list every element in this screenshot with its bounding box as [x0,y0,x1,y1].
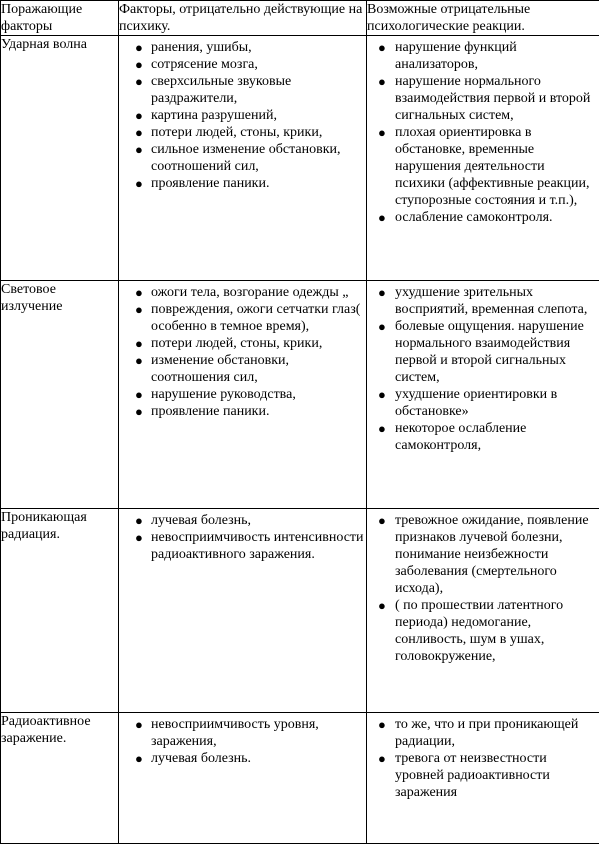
reactions-cell [367,713,599,844]
reactions-list [367,281,599,454]
reactions-list [367,713,599,801]
reactions-cell [367,281,599,509]
list-item: ● сверхсильные звуковые раздражители, [135,74,292,106]
header-reactions: Возможные отрицательные психологические реакции. [367,1,599,36]
bullet-icon: ● [135,74,143,89]
list-item: ● лучевая болезнь, [135,513,252,528]
factor-cell: Радиоактивное заражение. [1,713,119,844]
bullet-icon: ● [135,176,143,191]
list-item: ● ранения, ушибы, [135,40,252,55]
list-item: ● тревога от неизвестности уровней радиоактивности заражения [378,751,550,800]
bullet-icon: ● [135,40,143,55]
table-row [1,281,599,509]
list-item: ● сильное изменение обстановки, соотношений сил, [135,142,341,174]
psyche-list [119,281,366,420]
psyche-cell [119,36,367,281]
bullet-icon: ● [378,210,386,225]
bullet-icon: ● [135,57,143,72]
factor-cell: Проникающая радиация. [1,509,119,713]
list-item: ● невосприимчивость интенсивности радиоактивного заражения. [135,530,364,562]
list-item: ● изменение обстановки, соотношения сил, [135,353,290,385]
list-item: ● картина разрушений, [135,108,277,123]
bullet-icon: ● [135,530,143,545]
bullet-icon: ● [378,74,386,89]
psyche-cell [119,509,367,713]
list-item: ● потери людей, стоны, крики, [135,336,323,351]
bullet-icon: ● [135,513,143,528]
reactions-list [367,509,599,665]
list-item: ● ухудшение зрительных восприятий, временная слепота, [378,285,588,317]
bullet-icon: ● [135,404,143,419]
bullet-icon: ● [378,387,386,402]
reactions-cell [367,36,599,281]
list-item: ● плохая ориентировка в обстановке, временные нарушения деятельности психики (аффективные реакции, ступорозные состояния и т.п.), [378,125,590,208]
bullet-icon: ● [378,513,386,528]
psyche-list [119,713,366,767]
list-item: ● ожоги тела, возгорание одежды „ [135,285,349,300]
factor-cell: Ударная волна [1,36,119,281]
psyche-cell [119,281,367,509]
list-item: ● нарушение руководства, [135,387,296,402]
bullet-icon: ● [135,285,143,300]
psyche-list [119,509,366,563]
bullet-icon: ● [378,421,386,436]
reactions-cell [367,509,599,713]
psyche-list [119,36,366,192]
list-item: ● нарушение функций анализаторов, [378,40,517,72]
list-item: ● проявление паники. [135,176,270,191]
bullet-icon: ● [135,353,143,368]
list-item: ● некоторое ослабление самоконтроля, [378,421,527,453]
list-item: ● то же, что и при проникающей радиации, [378,717,579,749]
bullet-icon: ● [135,387,143,402]
list-item: ● ухудшение ориентировки в обстановке» [378,387,558,419]
bullet-icon: ● [378,40,386,55]
bullet-icon: ● [135,142,143,157]
psyche-cell [119,713,367,844]
bullet-icon: ● [378,285,386,300]
list-item: ● болевые ощущения. нарушение нормального взаимодействия первой и второй сигнальных систем, [378,319,584,385]
table-row [1,713,599,844]
bullet-icon: ● [135,125,143,140]
list-item: ● ослабление самоконтроля. [378,210,553,225]
reactions-list [367,36,599,226]
bullet-icon: ● [378,598,386,613]
table-row [1,36,599,281]
bullet-icon: ● [378,751,386,766]
list-item: ● сотрясение мозга, [135,57,258,72]
list-item: ● потери людей, стоны, крики, [135,125,323,140]
bullet-icon: ● [135,717,143,732]
list-item: ● тревожное ожидание, появление признаков лучевой болезни, понимание неизбежности заболевания (смертельного исхода), [378,513,589,596]
header-psyche: Факторы, отрицательно действующие на психику. [119,1,367,36]
bullet-icon: ● [378,717,386,732]
table-row [1,509,599,713]
factor-cell: Световое излучение [1,281,119,509]
list-item: ● ( по прошествии латентного периода) недомогание, сонливость, шум в ушах, головокружение, [378,598,564,664]
bullet-icon: ● [378,319,386,334]
bullet-icon: ● [135,336,143,351]
list-item: ● нарушение нормального взаимодействия первой и второй сигнальных систем, [378,74,591,123]
bullet-icon: ● [135,108,143,123]
list-item: ● проявление паники. [135,404,270,419]
list-item: ● лучевая болезнь. [135,751,252,766]
header-factors: Поражающие факторы [1,1,119,36]
bullet-icon: ● [135,302,143,317]
list-item: ● повреждения, ожоги сетчатки глаз( особенно в темное время), [135,302,361,334]
header-row [1,1,599,36]
bullet-icon: ● [378,125,386,140]
list-item: ● невосприимчивость уровня, заражения, [135,717,319,749]
bullet-icon: ● [135,751,143,766]
